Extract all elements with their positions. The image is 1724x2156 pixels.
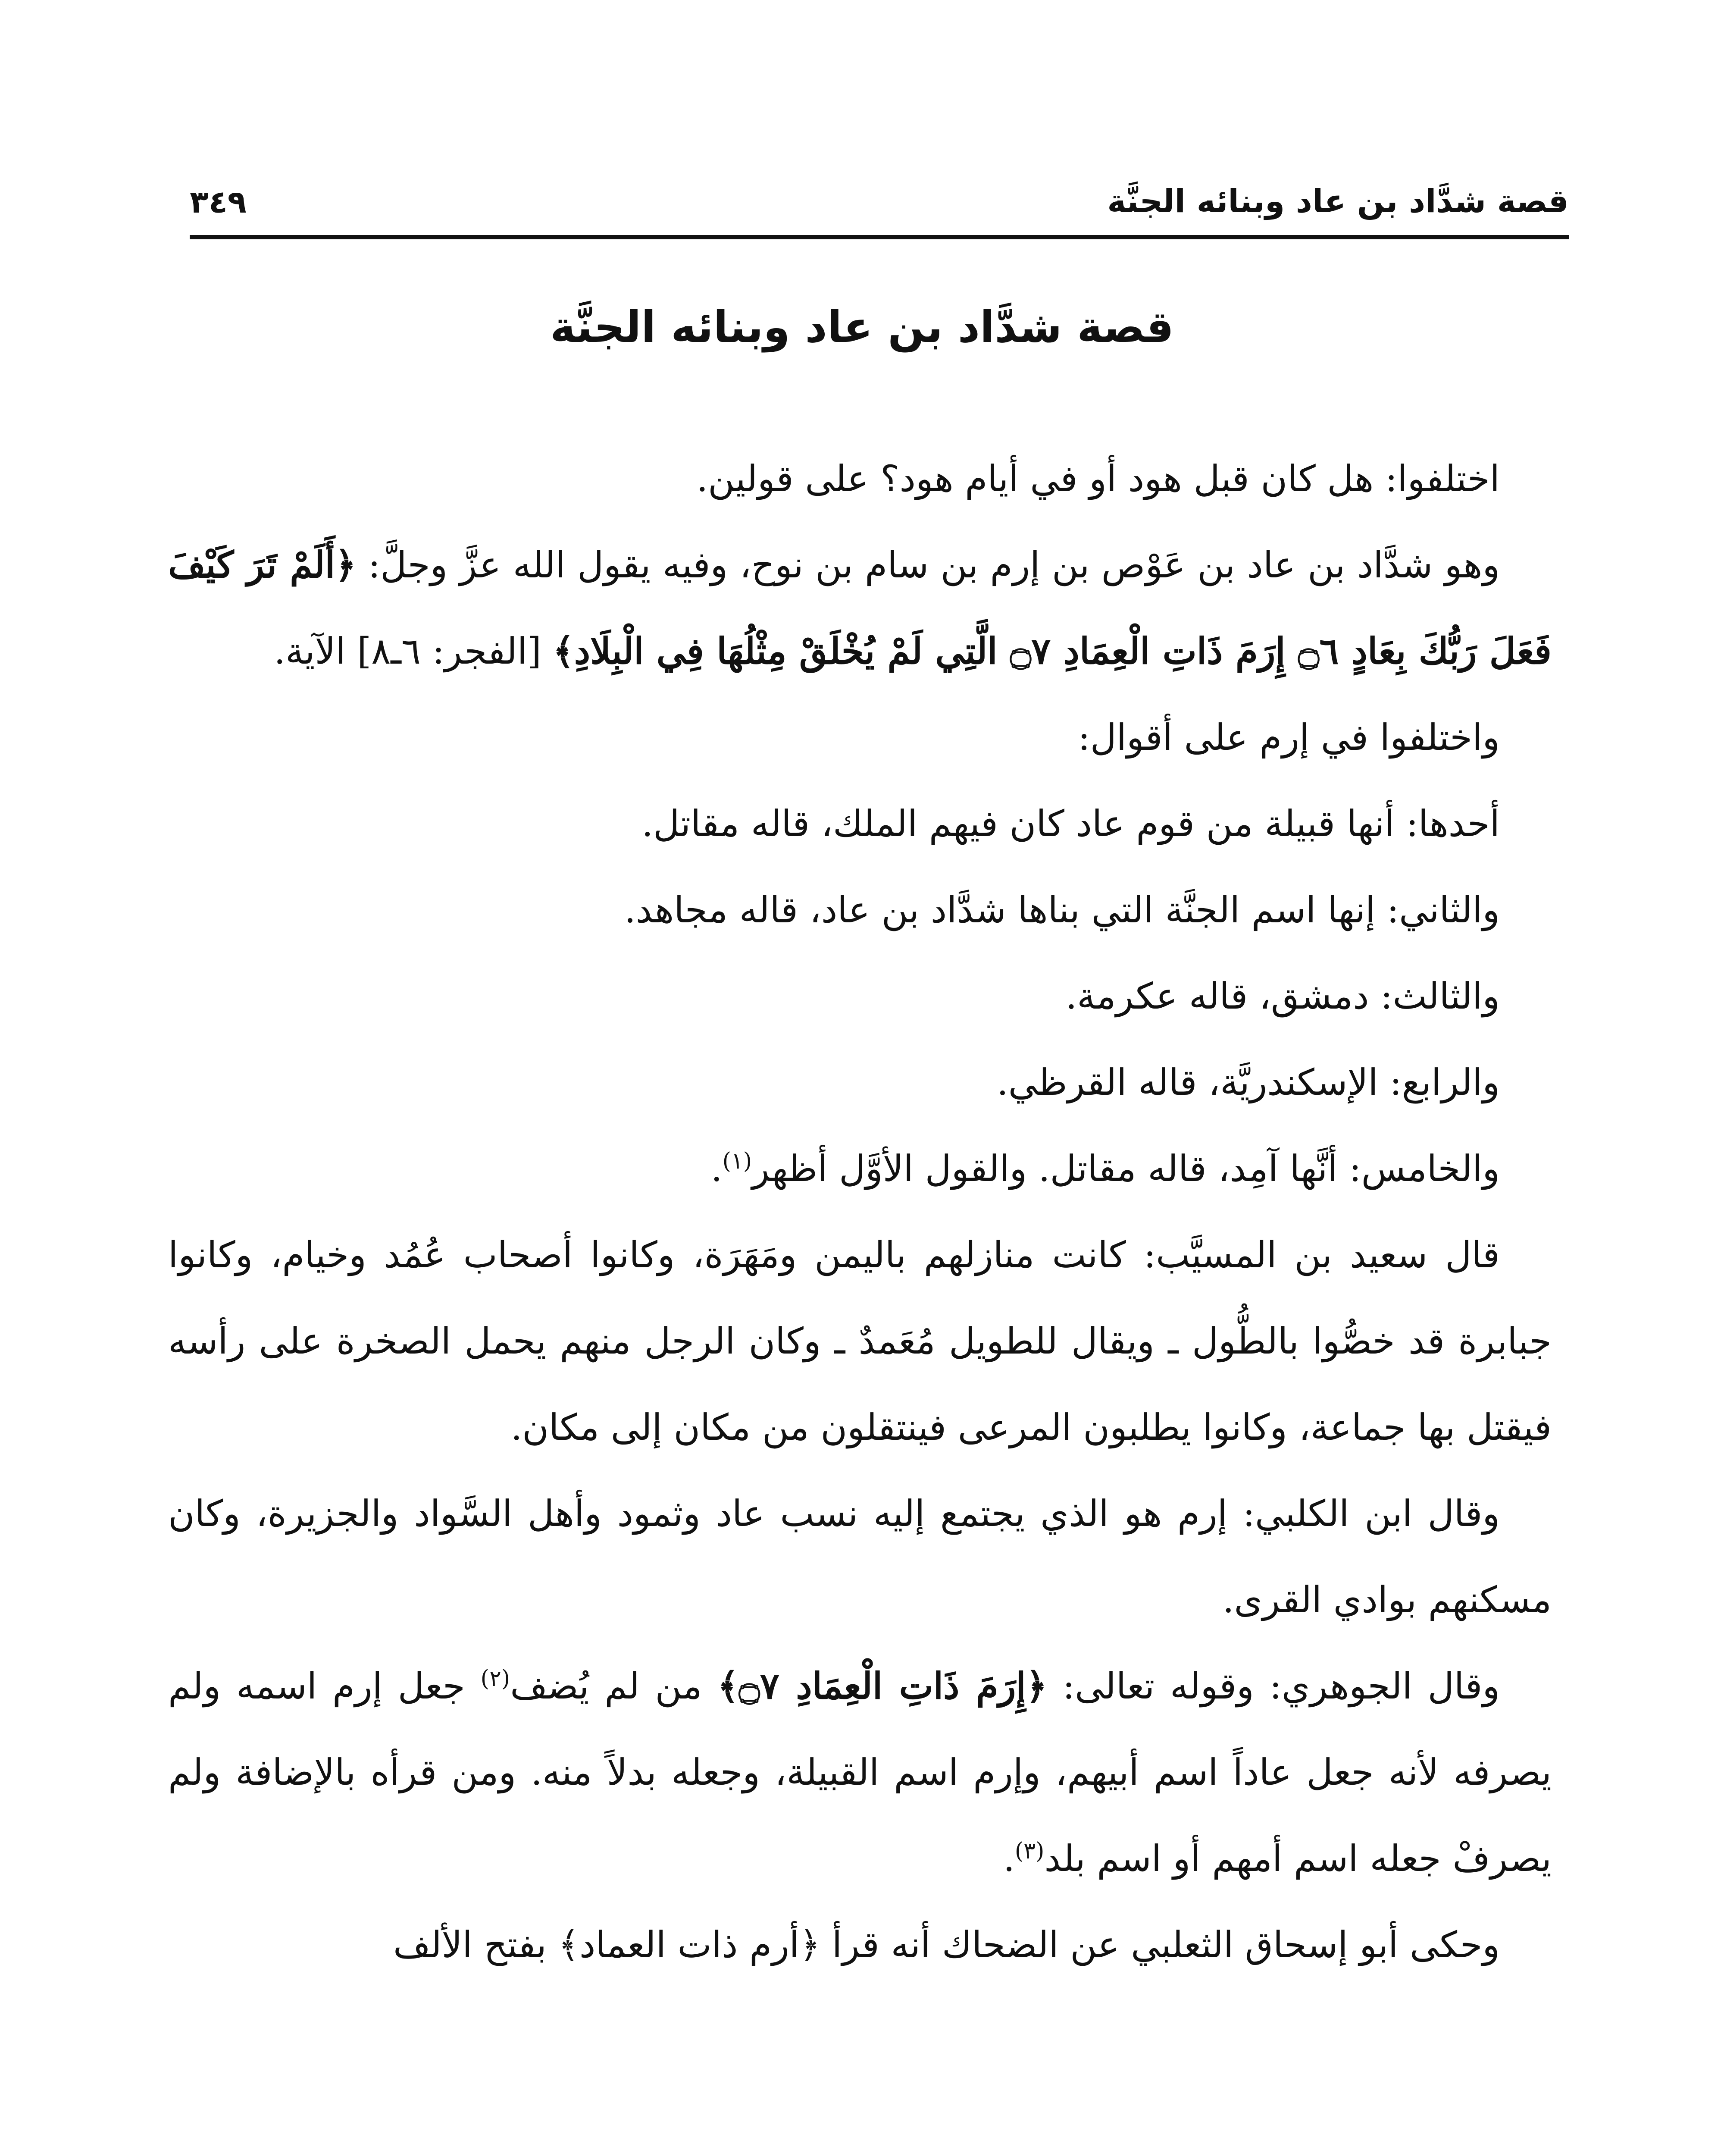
footnote-ref: (٢) [480,1666,510,1692]
paragraph: وقال ابن الكلبي: إرم هو الذي يجتمع إليه نسب عاد وثمود وأهل السَّواد والجزيرة، وكان مسكنهم بوادي القرى. [168,1492,1552,1621]
footnote-ref: (٣) [1014,1838,1045,1864]
paragraph-text: من لم يُضف [510,1665,702,1707]
paragraph: والثاني: إنها اسم الجنَّة التي بناها شدَّاد بن عاد، قاله مجاهد. [624,889,1500,931]
chapter-title: قصة شدَّاد بن عاد وبنائه الجنَّة [550,302,1174,352]
paragraph-text: وهو شدَّاد بن عاد بن عَوْص بن إرم بن سام بن نوح، وفيه يقول الله عزَّ وجلَّ: [368,544,1500,586]
paragraph-text: وقال الجوهري: وقوله تعالى: [1062,1665,1500,1707]
paragraph: أحدها: أنها قبيلة من قوم عاد كان فيهم الملك، قاله مقاتل. [641,802,1500,845]
paragraph: وحكى أبو إسحاق الثعلبي عن الضحاك أنه قرأ ﴿أرم ذات العماد﴾ بفتح الألف [393,1924,1500,1966]
paragraph: وقال الجوهري: وقوله تعالى: ﴿إِرَمَ ذَاتِ الْعِمَادِ ۝٧﴾ من لم يُضف$^{(٢)}$ جعل إرم اسمه ولم يصرفه لأنه جعل عاداً اسم أبيهم، وإرم اسم القبيلة، وجعله بدلاً منه. ومن قرأه بالإضافة ولم يصرفْ جعله اسم أمهم أو اسم بلد$^{(٣)}$. [168,1664,1552,1880]
quran-verse: ﴿إِرَمَ ذَاتِ الْعِمَادِ ۝٧﴾ [717,1664,1047,1707]
running-header-title: قصة شدَّاد بن عاد وبنائه الجنَّة [1107,183,1569,220]
paragraph: قال سعيد بن المسيَّب: كانت منازلهم باليمن ومَهَرَة، وكانوا أصحاب عُمُد وخيام، وكانوا جبابرة قد خصُّوا بالطُّول ـ ويقال للطويل مُعَمدٌ ـ وكان الرجل منهم يحمل الصخرة على رأسه فيقتل بها جماعة، وكانوا يطلبون المرعى فينتقلون من مكان إلى مكان. [168,1234,1552,1448]
paragraph: والثالث: دمشق، قاله عكرمة. [1065,975,1500,1017]
footnote-ref: (١) [722,1148,752,1174]
paragraph: والخامس: أنَّها آمِد، قاله مقاتل. والقول الأوَّل أظهر$^{(١)}$. [710,1147,1500,1190]
paragraph [168,522,1552,694]
verse-citation: [الفجر: ٦ـ٨] الآية. [274,630,541,672]
paragraph: واختلفوا في إرم على أقوال: [1078,716,1500,758]
paragraph-text: والخامس: أنَّها آمِد، قاله مقاتل. والقول الأوَّل أظهر [752,1147,1500,1190]
quran-verse: ﴿أَلَمْ تَرَ كَيْفَ فَعَلَ رَبُّكَ بِعَادٍ ۝٦ إِرَمَ ذَاتِ الْعِمَادِ ۝٧ الَّتِي لَمْ يُخْلَقْ مِثْلُهَا فِي الْبِلَادِ﴾ [168,543,1552,672]
paragraph: والرابع: الإسكندريَّة، قاله القرظي. [997,1061,1500,1103]
page-number: ٣٤٩ [190,184,247,220]
body-text [168,436,1552,1988]
header-rule [190,235,1569,239]
paragraph: اختلفوا: هل كان قبل هود أو في أيام هود؟ على قولين. [696,458,1500,500]
paragraph-text: جعل إرم اسمه ولم يصرفه لأنه جعل عاداً اسم أبيهم، وإرم اسم القبيلة، وجعله بدلاً منه. ومن قرأه بالإضافة ولم يصرفْ جعله اسم أمهم أو اسم بلد [168,1665,1552,1880]
running-header [190,160,1569,224]
